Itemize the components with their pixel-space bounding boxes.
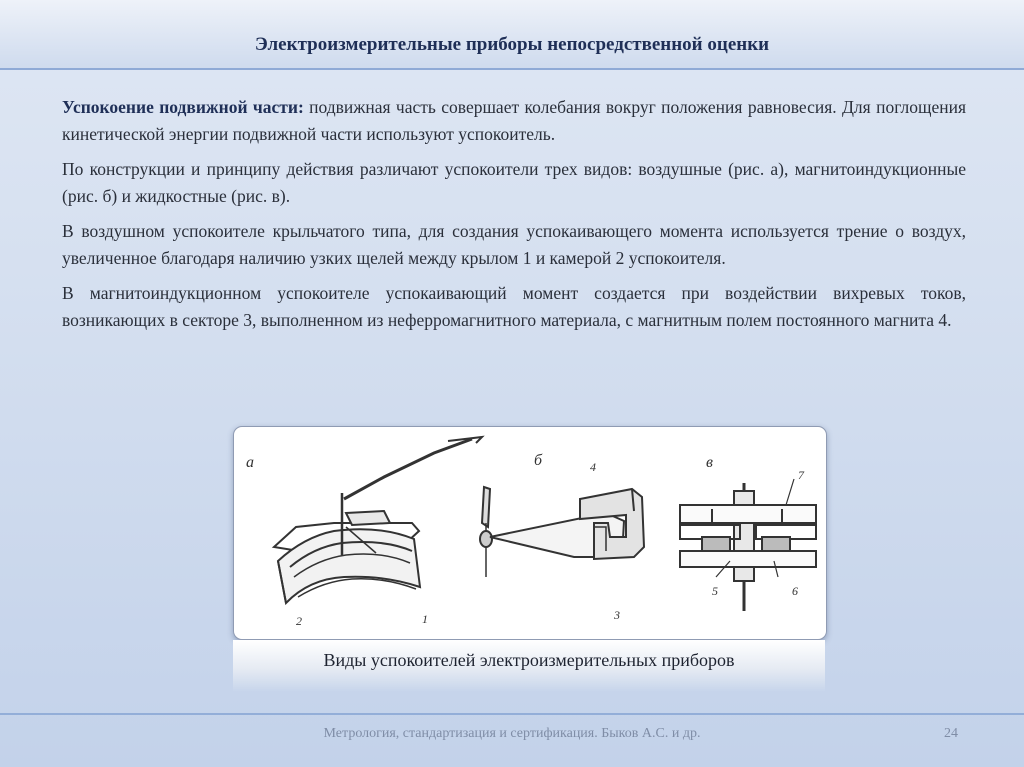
label-b: б [534,452,543,469]
slide-title: Электроизмерительные приборы непосредственной оценки [254,34,770,55]
label-3: 3 [614,608,620,622]
damper-figure [233,426,827,640]
paragraph-2: По конструкции и принципу действия различают успокоители трех видов: воздушные (рис. а), магнитоиндукционные (рис. б) и жидкостные (рис. в). [62,159,966,206]
paragraph-1-text: подвижная часть совершает колебания вокруг положения равновесия. Для поглощения кинетической энергии подвижной части используют успокоитель. [62,97,966,144]
label-7: 7 [798,468,804,482]
air-damper-drawing [274,437,482,603]
label-1: 1 [422,612,428,626]
damper-drawings [234,427,826,639]
figure-caption: Виды успокоителей электроизмерительных приборов [323,650,735,670]
label-5: 5 [712,584,718,598]
page-number: 24 [944,726,958,741]
footer-text: Метрология, стандартизация и сертификация. Быков А.С. и др. [323,726,701,741]
label-a: а [246,454,254,471]
label-2: 2 [296,614,302,628]
label-v: в [706,454,713,471]
label-4: 4 [590,460,596,474]
label-6: 6 [792,584,798,598]
paragraph-4: В магнитоиндукционном успокоителе успокаивающий момент создается при воздействии вихревых токов, возникающих в секторе 3, выполненном из неферромагнитного материала, с магнитным полем постоянного магнита 4. [62,283,966,330]
figure-caption-bar [233,640,825,692]
magnetic-damper-drawing [480,487,644,577]
paragraph-3: В воздушном успокоителе крыльчатого типа, для создания успокаивающего момента используется трение о воздух, увеличенное благодаря наличию узких щелей между крылом 1 и камерой 2 успокоителя. [62,221,966,268]
paragraph-1-lead: Успокоение подвижной части: [62,97,304,117]
paragraph-1 [62,94,966,148]
footer-divider [0,713,1024,715]
slide-body [62,94,966,342]
